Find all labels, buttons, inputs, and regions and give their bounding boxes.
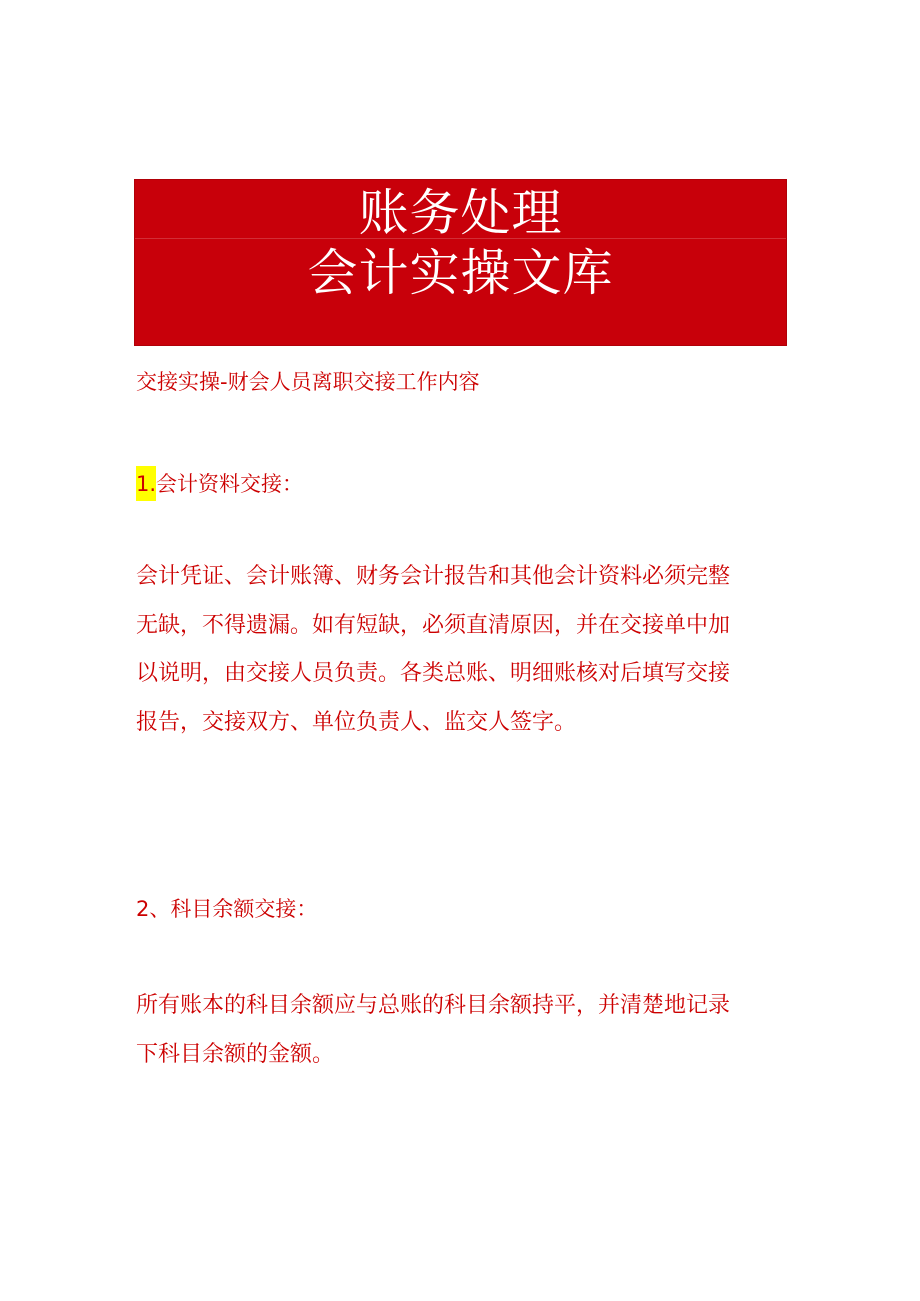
banner-title-line1: 账务处理 xyxy=(358,184,563,242)
paragraph-line: 报告，交接双方、单位负责人、监交人签字。 xyxy=(136,709,577,735)
section-2-heading: 2、科目余额交接： xyxy=(136,897,318,921)
section-1-paragraph xyxy=(136,553,776,747)
section-2-paragraph xyxy=(136,982,776,1079)
section-1-title: 会计资料交接： xyxy=(156,472,304,496)
section-1-heading xyxy=(136,466,303,501)
paragraph-line: 所有账本的科目余额应与总账的科目余额持平，并清楚地记录 xyxy=(136,993,731,1018)
banner-divider xyxy=(135,238,786,239)
paragraph-line: 无缺，不得遗漏。如有短缺，必须直清原因，并在交接单中加 xyxy=(136,612,731,638)
banner-title-line2: 会计实操文库 xyxy=(307,244,614,302)
document-subtitle: 交接实操-财会人员离职交接工作内容 xyxy=(136,370,480,394)
title-banner xyxy=(134,179,787,346)
paragraph-line: 下科目余额的金额。 xyxy=(136,1041,335,1067)
paragraph-line: 会计凭证、会计账簿、财务会计报告和其他会计资料必须完整 xyxy=(136,564,731,589)
section-1-number: 1. xyxy=(136,466,156,501)
paragraph-line: 以说明，由交接人员负责。各类总账、明细账核对后填写交接 xyxy=(136,661,731,686)
